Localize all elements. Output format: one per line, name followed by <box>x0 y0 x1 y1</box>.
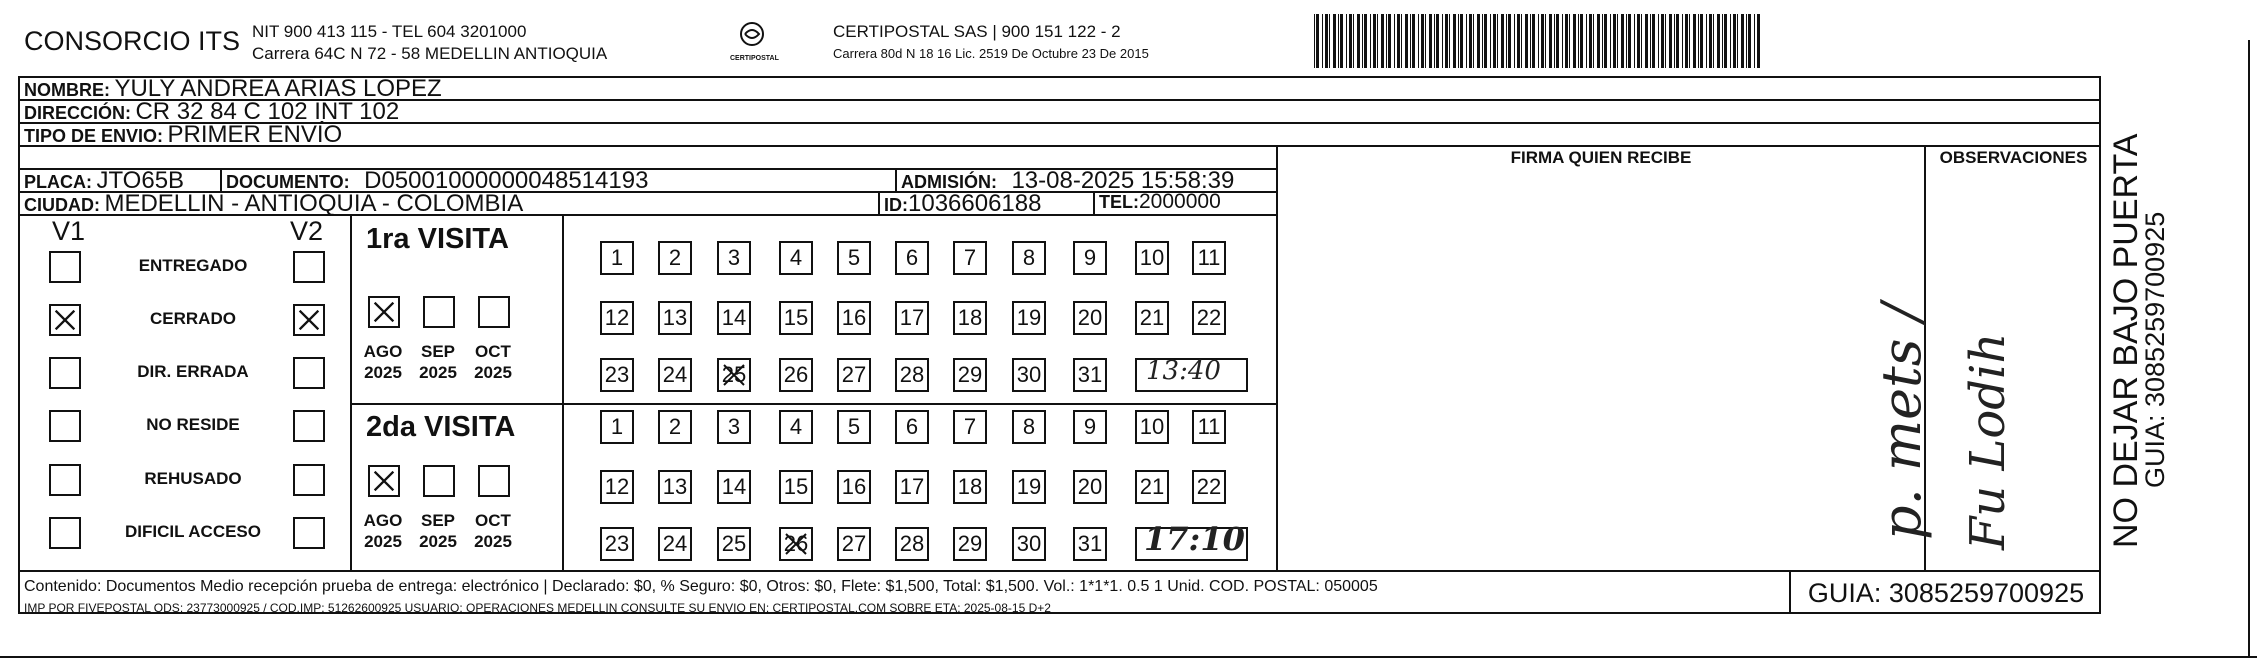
day-number: 23 <box>604 362 630 387</box>
day-box[interactable] <box>953 527 987 561</box>
v2-checkbox[interactable] <box>293 517 325 549</box>
day-box[interactable] <box>837 358 871 392</box>
day-box[interactable] <box>953 470 987 504</box>
day-number: 15 <box>783 305 809 330</box>
visit2-time-handwritten: 17:10 <box>1144 520 1245 558</box>
day-number: 19 <box>1016 474 1042 499</box>
day-box[interactable] <box>1012 470 1046 504</box>
day-box[interactable] <box>717 410 751 444</box>
day-number: 12 <box>604 474 630 499</box>
status-option-label: ENTREGADO <box>138 256 248 275</box>
day-box[interactable] <box>600 410 634 444</box>
day-box[interactable] <box>837 470 871 504</box>
day-number: 21 <box>1139 305 1165 330</box>
month-checkbox[interactable] <box>423 465 455 497</box>
v2-checkbox[interactable] <box>293 464 325 496</box>
day-number: 1 <box>610 245 624 270</box>
courier-logo <box>730 20 779 64</box>
v1-checkbox[interactable] <box>49 464 81 496</box>
tipo-value: PRIMER ENVÍO <box>167 121 343 148</box>
day-number: 18 <box>957 474 983 499</box>
month-name: AGO <box>363 511 403 530</box>
day-number: 10 <box>1139 245 1165 270</box>
visit1-time-handwritten: 13:40 <box>1146 356 1221 386</box>
day-box[interactable] <box>895 470 929 504</box>
month-checkbox[interactable] <box>368 465 400 497</box>
day-number: 21 <box>1139 474 1165 499</box>
day-number: 6 <box>905 414 919 439</box>
day-number: 5 <box>847 245 861 270</box>
day-box[interactable] <box>717 470 751 504</box>
day-box[interactable] <box>1073 301 1107 335</box>
status-option-label: NO RESIDE <box>146 415 240 434</box>
month-year: 2025 <box>419 532 457 551</box>
day-box[interactable] <box>1135 301 1169 335</box>
day-number: 22 <box>1196 305 1222 330</box>
fold-line <box>0 656 2257 658</box>
day-box[interactable] <box>658 241 692 275</box>
day-box[interactable] <box>837 241 871 275</box>
side-notice: NO DEJAR BAJO PUERTA <box>2107 133 2145 548</box>
day-box[interactable] <box>658 358 692 392</box>
day-number: 24 <box>662 531 688 556</box>
day-box[interactable] <box>600 358 634 392</box>
status-option-label: REHUSADO <box>144 469 242 488</box>
day-number: 14 <box>721 305 747 330</box>
footer-guia: GUIA: 3085259700925 <box>1807 578 2085 608</box>
month-label <box>413 341 463 383</box>
day-number: 20 <box>1077 474 1103 499</box>
day-number: 8 <box>1022 414 1036 439</box>
courier-logo-icon <box>730 20 774 50</box>
ciudad-cell <box>24 190 523 218</box>
day-number: 5 <box>847 414 861 439</box>
documento-value: D05001000000048514193 <box>364 167 649 194</box>
visit1-title: 1ra VISITA <box>366 223 509 255</box>
day-box[interactable] <box>1073 358 1107 392</box>
day-number: 4 <box>789 245 803 270</box>
tel-value: 2000000 <box>1139 190 1221 213</box>
day-box[interactable] <box>717 527 751 561</box>
tel-cell <box>1099 190 1221 214</box>
day-box[interactable] <box>1073 527 1107 561</box>
courier-license: Carrera 80d N 18 16 Lic. 2519 De Octubre 23 De 2015 <box>833 46 1149 61</box>
day-box[interactable] <box>895 358 929 392</box>
month-checkbox[interactable] <box>478 296 510 328</box>
signature-header: FIRMA QUIEN RECIBE <box>1510 148 1692 167</box>
day-number: 14 <box>721 474 747 499</box>
day-box[interactable] <box>895 241 929 275</box>
visit2-title: 2da VISITA <box>366 411 516 443</box>
day-number: 17 <box>899 305 925 330</box>
v1-checkbox[interactable] <box>49 517 81 549</box>
day-number: 18 <box>957 305 983 330</box>
day-box[interactable] <box>1073 241 1107 275</box>
barcode <box>1312 14 1762 68</box>
day-box[interactable] <box>717 358 751 392</box>
day-number: 17 <box>899 474 925 499</box>
day-number: 7 <box>963 414 977 439</box>
day-number: 1 <box>610 414 624 439</box>
day-box[interactable] <box>1192 470 1226 504</box>
day-number: 11 <box>1197 245 1221 270</box>
day-box[interactable] <box>837 301 871 335</box>
admision-value: 13-08-2025 15:58:39 <box>1011 167 1235 194</box>
sender-address: Carrera 64C N 72 - 58 MEDELLIN ANTIOQUIA <box>252 44 608 63</box>
footer-contents: Contenido: Documentos Medio recepción prueba de entrega: electrónico | Declarado: $0, % Seguro: $0, Otros: $0, Flete: $1,500, Total: $1,500. Vol.: 1*1*1. 0.5 1 Unid. COD. POSTAL: 050005 <box>24 578 1378 595</box>
ciudad-value: MEDELLIN - ANTIOQUIA - COLOMBIA <box>104 190 524 217</box>
side-guia: GUIA: 3085259700925 <box>2140 211 2170 488</box>
id-cell <box>884 190 1041 218</box>
day-number: 2 <box>668 414 682 439</box>
day-box[interactable] <box>779 358 813 392</box>
day-number: 7 <box>963 245 977 270</box>
day-box[interactable] <box>779 301 813 335</box>
courier-name: CERTIPOSTAL SAS | 900 151 122 - 2 <box>833 22 1121 41</box>
month-year: 2025 <box>364 532 402 551</box>
month-year: 2025 <box>364 363 402 382</box>
day-box[interactable] <box>1192 301 1226 335</box>
day-box[interactable] <box>953 410 987 444</box>
day-box[interactable] <box>837 527 871 561</box>
nombre-value: YULY ANDREA ARIAS LOPEZ <box>114 75 442 102</box>
day-number: 9 <box>1083 245 1097 270</box>
tipo-label: TIPO DE ENVIO: <box>24 126 164 146</box>
day-box[interactable] <box>895 301 929 335</box>
day-box[interactable] <box>1012 301 1046 335</box>
day-number: 26 <box>783 531 809 556</box>
month-label <box>358 510 408 552</box>
day-box[interactable] <box>837 410 871 444</box>
day-box[interactable] <box>953 358 987 392</box>
day-box[interactable] <box>1135 241 1169 275</box>
direccion-label: DIRECCIÓN: <box>24 103 131 123</box>
day-number: 19 <box>1016 305 1042 330</box>
day-box[interactable] <box>600 301 634 335</box>
tipo-row <box>24 121 342 149</box>
day-box[interactable] <box>953 241 987 275</box>
day-box[interactable] <box>658 301 692 335</box>
v1-checkbox[interactable] <box>49 357 81 389</box>
tel-label: TEL: <box>1099 192 1139 212</box>
month-year: 2025 <box>419 363 457 382</box>
day-number: 3 <box>727 414 741 439</box>
day-box[interactable] <box>658 410 692 444</box>
direccion-value: CR 32 84 C 102 INT 102 <box>135 98 400 125</box>
day-box[interactable] <box>1012 241 1046 275</box>
courier-logo-text: CERTIPOSTAL <box>730 55 779 62</box>
id-value: 1036606188 <box>908 190 1042 217</box>
day-box[interactable] <box>600 527 634 561</box>
day-box[interactable] <box>717 241 751 275</box>
month-year: 2025 <box>474 363 512 382</box>
month-checkbox[interactable] <box>423 296 455 328</box>
day-number: 4 <box>789 414 803 439</box>
day-box[interactable] <box>895 527 929 561</box>
id-label: ID: <box>884 195 908 215</box>
status-option-label: DIFICIL ACCESO <box>124 522 261 541</box>
day-number: 25 <box>721 362 747 387</box>
v2-label: V2 <box>290 216 324 246</box>
month-name: SEP <box>420 342 456 361</box>
month-checkbox[interactable] <box>368 296 400 328</box>
day-number: 3 <box>727 245 741 270</box>
day-box[interactable] <box>600 241 634 275</box>
day-number: 23 <box>604 531 630 556</box>
day-number: 10 <box>1139 414 1165 439</box>
day-box[interactable] <box>779 241 813 275</box>
day-box[interactable] <box>1192 410 1226 444</box>
v1-checkbox[interactable] <box>49 251 81 283</box>
month-name: AGO <box>363 342 403 361</box>
month-label <box>468 510 518 552</box>
day-number: 2 <box>668 245 682 270</box>
month-checkbox[interactable] <box>478 465 510 497</box>
day-box[interactable] <box>1012 527 1046 561</box>
sender-nit-tel: NIT 900 413 115 - TEL 604 3201000 <box>252 22 527 41</box>
documento-label: DOCUMENTO: <box>226 172 350 192</box>
placa-label: PLACA: <box>24 172 92 192</box>
sender-name: CONSORCIO ITS <box>24 26 241 56</box>
day-number: 29 <box>957 531 983 556</box>
admision-label: ADMISIÓN: <box>901 172 997 192</box>
day-box[interactable] <box>658 470 692 504</box>
day-box[interactable] <box>1135 410 1169 444</box>
month-label <box>468 341 518 383</box>
day-number: 11 <box>1197 414 1221 439</box>
nombre-label: NOMBRE: <box>24 80 110 100</box>
v1-checkbox[interactable] <box>49 304 81 336</box>
day-number: 28 <box>899 531 925 556</box>
day-box[interactable] <box>1192 241 1226 275</box>
day-box[interactable] <box>779 470 813 504</box>
day-box[interactable] <box>1012 358 1046 392</box>
day-number: 31 <box>1077 362 1103 387</box>
status-option-label: DIR. ERRADA <box>137 362 249 381</box>
observation-handwriting-1: p. mets / <box>1870 303 1933 540</box>
month-label <box>413 510 463 552</box>
footer-imp-line: IMP POR FIVEPOSTAL ODS: 23773000925 / COD.IMP: 51262600925 USUARIO: OPERACIONES MEDELLIN CONSULTE SU ENVIO EN: CERTIPOSTAL.COM SOBRE ETA: 2025-08-15 D+2 <box>24 601 1051 615</box>
day-number: 22 <box>1196 474 1222 499</box>
day-number: 13 <box>662 305 688 330</box>
status-option-label: CERRADO <box>150 309 236 328</box>
v1-label: V1 <box>52 216 86 246</box>
day-number: 6 <box>905 245 919 270</box>
day-box[interactable] <box>779 527 813 561</box>
day-box[interactable] <box>600 470 634 504</box>
day-number: 16 <box>841 474 867 499</box>
day-number: 9 <box>1083 414 1097 439</box>
observation-handwriting-2: Fu Lodih <box>1960 332 2016 550</box>
day-number: 30 <box>1016 362 1042 387</box>
day-box[interactable] <box>1073 470 1107 504</box>
observations-header: OBSERVACIONES <box>1939 148 2088 167</box>
day-box[interactable] <box>779 410 813 444</box>
v2-checkbox[interactable] <box>293 357 325 389</box>
day-number: 29 <box>957 362 983 387</box>
day-number: 25 <box>721 531 747 556</box>
v1-checkbox[interactable] <box>49 410 81 442</box>
day-number: 27 <box>841 362 867 387</box>
day-number: 15 <box>783 474 809 499</box>
day-number: 20 <box>1077 305 1103 330</box>
month-name: OCT <box>475 511 511 530</box>
day-box[interactable] <box>895 410 929 444</box>
day-number: 24 <box>662 362 688 387</box>
month-year: 2025 <box>474 532 512 551</box>
day-number: 30 <box>1016 531 1042 556</box>
day-number: 13 <box>662 474 688 499</box>
day-number: 27 <box>841 531 867 556</box>
day-box[interactable] <box>1073 410 1107 444</box>
day-box[interactable] <box>1135 470 1169 504</box>
day-box[interactable] <box>953 301 987 335</box>
month-name: OCT <box>475 342 511 361</box>
v2-checkbox[interactable] <box>293 410 325 442</box>
day-number: 28 <box>899 362 925 387</box>
day-number: 16 <box>841 305 867 330</box>
day-number: 8 <box>1022 245 1036 270</box>
placa-value: JTO65B <box>96 167 185 194</box>
day-box[interactable] <box>717 301 751 335</box>
day-box[interactable] <box>658 527 692 561</box>
day-number: 31 <box>1077 531 1103 556</box>
day-box[interactable] <box>1012 410 1046 444</box>
month-label <box>358 341 408 383</box>
v2-checkbox[interactable] <box>293 251 325 283</box>
month-name: SEP <box>420 511 456 530</box>
v2-checkbox[interactable] <box>293 304 325 336</box>
ciudad-label: CIUDAD: <box>24 195 100 215</box>
day-number: 12 <box>604 305 630 330</box>
right-edge-line <box>2248 40 2250 656</box>
day-number: 26 <box>783 362 809 387</box>
